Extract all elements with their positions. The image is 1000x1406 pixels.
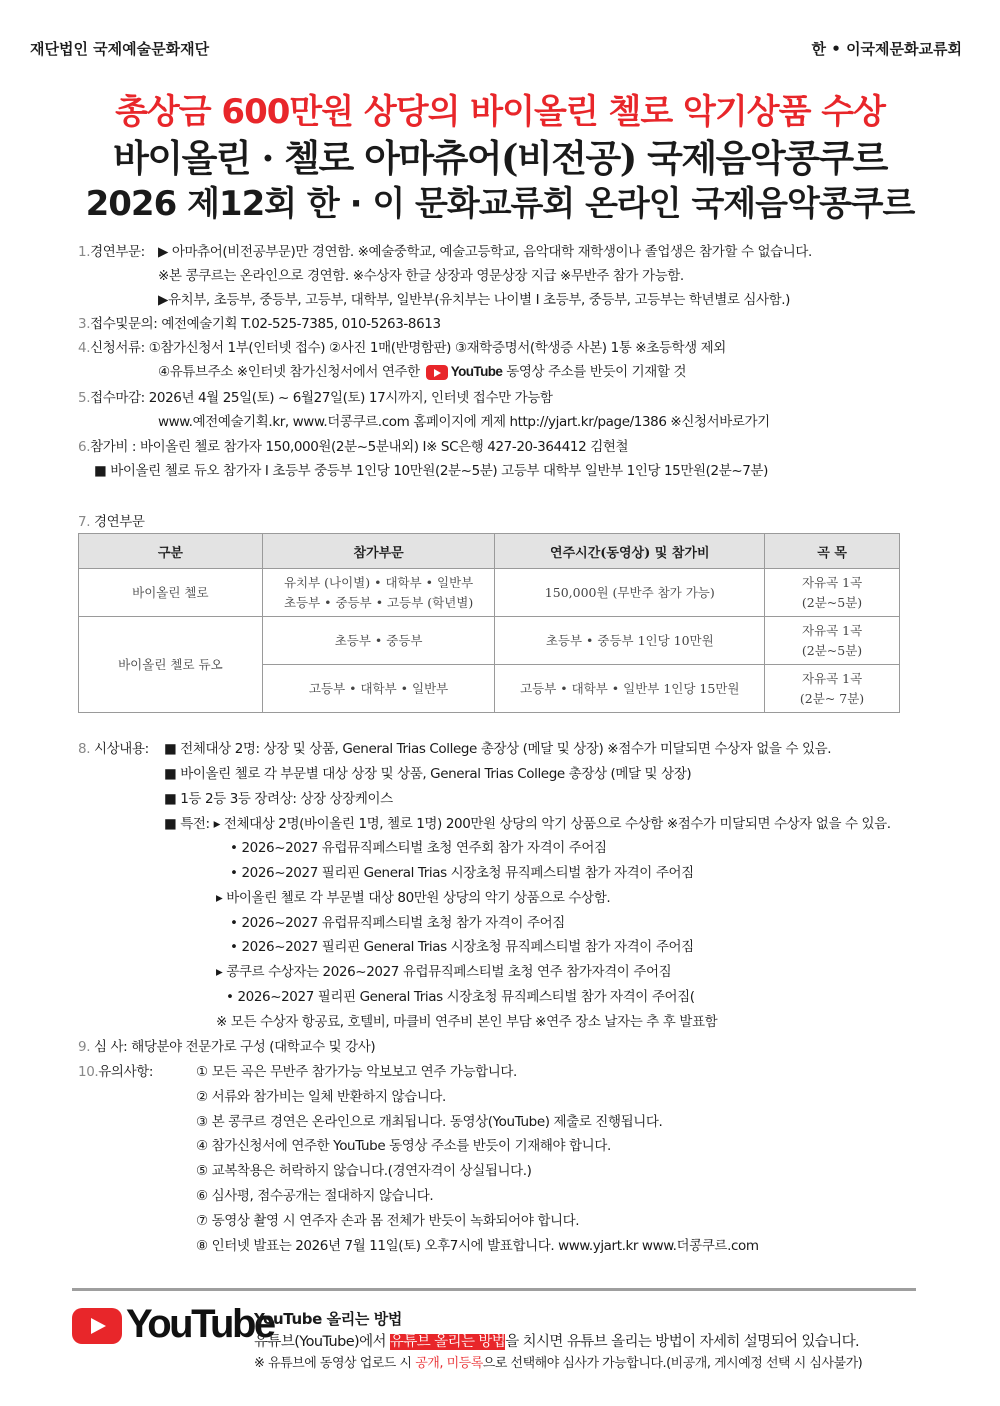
section-7-title <box>78 510 145 530</box>
footer-line-2 <box>254 1352 862 1371</box>
section-3-text: 접수및문의: 예전예술기획 T.02-525-7385, 010-5263-8613 <box>90 316 441 332</box>
section-5-text: 접수마감: 2026년 4월 25일(토) ~ 6월27일(토) 17시까지, 인터넷 접수만 가능함 <box>90 390 553 406</box>
table-cell <box>262 569 495 617</box>
cell-line: (2분~5분) <box>801 642 863 658</box>
youtube-wordmark: YouTube <box>450 364 503 379</box>
award-line-2: ■ 바이올린 첼로 각 부문별 대상 상장 및 상품, General Trias College 총장상 (메달 및 상장) <box>164 766 692 782</box>
section-7-label: 경연부문 <box>94 514 145 530</box>
cell-line: 초등부 • 중등부 • 고등부 (학년별) <box>283 594 474 610</box>
award-line-1: ■ 전체대상 2명: 상장 및 상품, General Trias College 총장상 (메달 및 상장) ※점수가 미달되면 수상자 없을 수 있음. <box>164 741 832 757</box>
footer-line-1 <box>254 1330 859 1351</box>
section-1-line-3: ▶유치부, 초등부, 중등부, 고등부, 대학부, 일반부(유치부는 나이별 I 초등부, 중등부, 고등부는 학년별로 심사함.) <box>158 292 791 308</box>
section-number: 9. <box>78 1039 91 1055</box>
footer-divider <box>72 1288 916 1291</box>
section-number: 4. <box>78 340 91 356</box>
table-cell <box>765 617 900 665</box>
table-cell: 고등부 • 대학부 • 일반부 1인당 15만원 <box>495 665 765 713</box>
section-number: 8. <box>78 741 91 757</box>
award-line-4: ■ 특전: ▸ 전체대상 2명(바이올린 1명, 첼로 1명) 200만원 상당의 악기 상품으로 수상함 ※점수가 미달되면 수상자 없을 수 있음. <box>164 816 891 832</box>
award-line-6: • 2026~2027 필리핀 General Trias 시장초청 뮤직페스티벌 참가 자격이 주어짐 <box>230 865 694 881</box>
table-row <box>79 569 900 617</box>
table-cell <box>765 665 900 713</box>
note-item: ⑤ 교복착용은 허락하지 않습니다.(경연자격이 상실됩니다.) <box>196 1163 532 1179</box>
footer-title: YouTube 올리는 방법 <box>254 1310 402 1328</box>
section-4-text-a: ④유튜브주소 ※인터넷 참가신청서에서 연주한 <box>158 364 420 380</box>
section-4-text: 신청서류: ①참가신청서 1부(인터넷 접수) ②사진 1매(반명함판) ③재학증명서(학생증 사본) 1통 ※초등학생 제외 <box>90 340 726 356</box>
section-9-text: 심 사: 해당분야 전문가로 구성 (대학교수 및 강사) <box>94 1039 376 1055</box>
sub-title: 2026 제12회 한 · 이 문화교류회 온라인 국제음악콩쿠르 <box>85 184 915 224</box>
section-6-text: 참가비 : 바이올린 첼로 참가자 150,000원(2분~5분내외) I※ SC은행 427-20-364412 김현철 <box>90 439 629 455</box>
section-4-text-b: 동영상 주소를 반듯이 기재할 것 <box>506 364 687 380</box>
section-6-line-2: ■ 바이올린 첼로 듀오 참가자 I 초등부 중등부 1인당 10만원(2분~5분) 고등부 대학부 일반부 1인당 15만원(2분~7분) <box>94 463 768 479</box>
prize-headline: 총상금 600만원 상당의 바이올린 첼로 악기상품 수상 <box>115 92 885 132</box>
org-name-right: 한 • 이국제문화교류회 <box>811 40 962 58</box>
section-6-line-1 <box>78 435 628 455</box>
award-line-7: ▸ 바이올린 첼로 각 부문별 대상 80만원 상당의 악기 상품으로 수상함. <box>216 890 611 906</box>
cell-line: 자유곡 1곡 <box>801 622 863 638</box>
footer-text: ※ 유튜브에 동영상 업로드 시 <box>254 1356 416 1371</box>
note-item: ⑧ 인터넷 발표는 2026년 7월 11일(토) 오후7시에 발표합니다. www.yjart.kr www.더콩쿠르.com <box>196 1238 759 1254</box>
section-number: 3. <box>78 316 91 332</box>
section-9 <box>78 1035 375 1055</box>
award-line-8: • 2026~2027 유럽뮤직페스티벌 초청 참가 자격이 주어짐 <box>230 915 565 931</box>
table-cell: 바이올린 첼로 듀오 <box>79 617 263 713</box>
section-number: 1. <box>78 244 91 260</box>
footer-text: 을 치시면 유튜브 올리는 방법이 자세히 설명되어 있습니다. <box>505 1334 860 1350</box>
table-header: 연주시간(동영상) 및 참가비 <box>495 534 765 569</box>
note-item: ⑥ 심사평, 점수공개는 절대하지 않습니다. <box>196 1188 434 1204</box>
section-4-line-1 <box>78 336 726 356</box>
highlight-search-term: 유튜브 올리는 방법 <box>389 1334 506 1350</box>
section-3 <box>78 312 441 332</box>
award-line-12: ※ 모든 수상자 항공료, 호텔비, 마클비 연주비 본인 부담 ※연주 장소 날자는 추 후 발표함 <box>216 1014 718 1030</box>
table-cell: 초등부 • 중등부 <box>262 617 495 665</box>
note-item: ① 모든 곡은 무반주 참가가능 악보보고 연주 가능합니다. <box>196 1064 517 1080</box>
section-4-line-2 <box>158 360 686 380</box>
table-cell: 150,000원 (무반주 참가 가능) <box>495 569 765 617</box>
table-header-row <box>79 534 900 569</box>
note-item: ④ 참가신청서에 연주한 YouTube 동영상 주소를 반듯이 기재해야 합니다. <box>196 1138 611 1154</box>
section-label: 유의사항: <box>98 1064 153 1080</box>
table-row <box>79 617 900 665</box>
table-cell: 바이올린 첼로 <box>79 569 263 617</box>
cell-line: (2분~5분) <box>801 594 863 610</box>
section-number: 10. <box>78 1064 99 1080</box>
table-cell: 초등부 • 중등부 1인당 10만원 <box>495 617 765 665</box>
award-line-11: • 2026~2027 필리핀 General Trias 시장초청 뮤직페스티벌 참가 자격이 주어짐( <box>226 989 695 1005</box>
award-line-10: ▸ 콩쿠르 수상자는 2026~2027 유럽뮤직페스티벌 초청 연주 참가자격이 주어짐 <box>216 964 672 980</box>
competition-table <box>78 533 900 713</box>
org-name-left: 재단법인 국제예술문화재단 <box>30 40 210 58</box>
section-1-line-2: ※본 콩쿠르는 온라인으로 경연함. ※수상자 한글 상장과 영문상장 지급 ※무반주 참가 가능함. <box>158 268 684 284</box>
section-1-header <box>78 240 145 260</box>
main-title: 바이올린 · 첼로 아마츄어(비전공) 국제음악콩쿠르 <box>113 136 887 180</box>
youtube-logo-icon <box>72 1308 122 1344</box>
award-line-3: ■ 1등 2등 3등 장려상: 상장 상장케이스 <box>164 791 393 807</box>
section-number: 5. <box>78 390 91 406</box>
award-line-9: • 2026~2027 필리핀 General Trias 시장초청 뮤직페스티벌 참가 자격이 주어짐 <box>230 939 694 955</box>
table-header: 곡 목 <box>765 534 900 569</box>
section-number: 6. <box>78 439 91 455</box>
footer-text: 유튜브(YouTube)에서 <box>254 1334 390 1350</box>
footer-red-text: 공개, 미등록 <box>415 1356 483 1371</box>
cell-line: 자유곡 1곡 <box>801 574 863 590</box>
cell-line: 자유곡 1곡 <box>801 670 863 686</box>
table-header: 참가부문 <box>262 534 495 569</box>
section-number: 7. <box>78 514 91 530</box>
award-line-5: • 2026~2027 유럽뮤직페스티벌 초청 연주회 참가 자격이 주어짐 <box>230 840 607 856</box>
note-item: ⑦ 동영상 촬영 시 연주자 손과 몸 전체가 반듯이 녹화되어야 합니다. <box>196 1213 580 1229</box>
youtube-play-icon <box>426 365 448 380</box>
section-1-line-1: ▶ 아마츄어(비전공부문)만 경연함. ※예술중학교, 예술고등학교, 음악대학 재학생이나 졸업생은 참가할 수 없습니다. <box>158 244 812 260</box>
cell-line: (2분~ 7분) <box>799 690 865 706</box>
section-label: 시상내용: <box>94 741 149 757</box>
table-cell <box>765 569 900 617</box>
note-item: ③ 본 콩쿠르 경연은 온라인으로 개최됩니다. 동영상(YouTube) 제출로 진행됩니다. <box>196 1114 663 1130</box>
table-cell: 고등부 • 대학부 • 일반부 <box>262 665 495 713</box>
note-item: ② 서류와 참가비는 일체 반환하지 않습니다. <box>196 1089 446 1105</box>
section-5-line-1 <box>78 386 553 406</box>
section-5-links[interactable]: www.예전예술기획.kr, www.더콩쿠르.com 홈페이지에 게제 http://yjart.kr/page/1386 ※신청서바로가기 <box>158 414 770 430</box>
section-8-header <box>78 737 149 757</box>
cell-line: 유치부 (나이별) • 대학부 • 일반부 <box>283 574 474 590</box>
footer-text: 으로 선택해야 심사가 가능합니다.(비공개, 게시예정 선택 시 심사불가) <box>482 1356 863 1371</box>
section-label: 경연부문: <box>90 244 145 260</box>
table-header: 구분 <box>79 534 263 569</box>
youtube-logo-wordmark: YouTube <box>126 1302 274 1346</box>
section-10-header <box>78 1060 153 1080</box>
